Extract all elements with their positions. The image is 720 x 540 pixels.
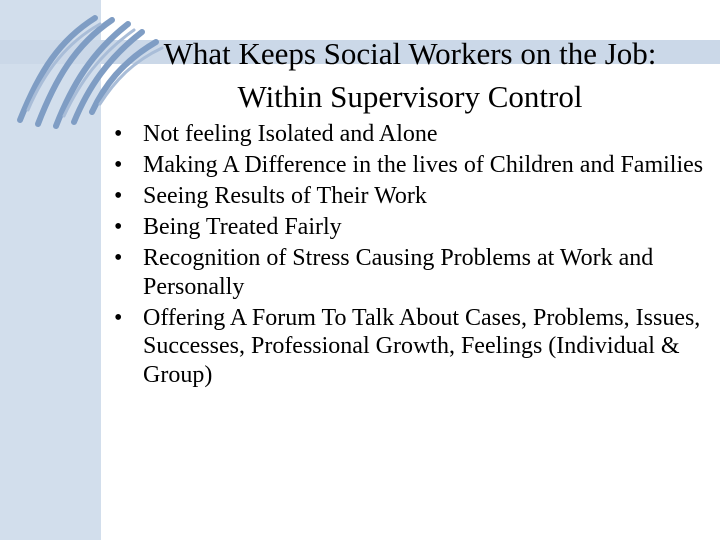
slide-title-line-1: What Keeps Social Workers on the Job: bbox=[163, 36, 657, 71]
bullet-item bbox=[112, 182, 707, 211]
bullet-icon: • bbox=[114, 214, 123, 240]
bullet-icon: • bbox=[114, 183, 123, 209]
bullet-list bbox=[112, 120, 707, 392]
bullet-text: Not feeling Isolated and Alone bbox=[143, 121, 438, 147]
bullet-icon: • bbox=[114, 245, 123, 271]
bullet-item bbox=[112, 244, 707, 301]
slide-title-line-2: Within Supervisory Control bbox=[237, 79, 583, 114]
bullet-icon: • bbox=[114, 121, 123, 147]
bullet-text: Making A Difference in the lives of Children and Families bbox=[143, 152, 704, 178]
bullet-item bbox=[112, 120, 707, 149]
bullet-text: Recognition of Stress Causing Problems at Work and Personally bbox=[143, 245, 654, 300]
bullet-icon: • bbox=[114, 304, 123, 331]
bullet-item bbox=[112, 151, 707, 180]
bullet-text: Seeing Results of Their Work bbox=[143, 183, 427, 209]
slide-title bbox=[110, 32, 710, 118]
bullet-icon: • bbox=[114, 152, 123, 178]
bullet-text: Being Treated Fairly bbox=[143, 214, 342, 240]
bullet-text: Offering A Forum To Talk About Cases, Problems, Issues, Successes, Professional Growth, Feelings (Individual & Group) bbox=[143, 304, 701, 388]
bullet-item bbox=[112, 304, 707, 390]
bullet-item bbox=[112, 213, 707, 242]
